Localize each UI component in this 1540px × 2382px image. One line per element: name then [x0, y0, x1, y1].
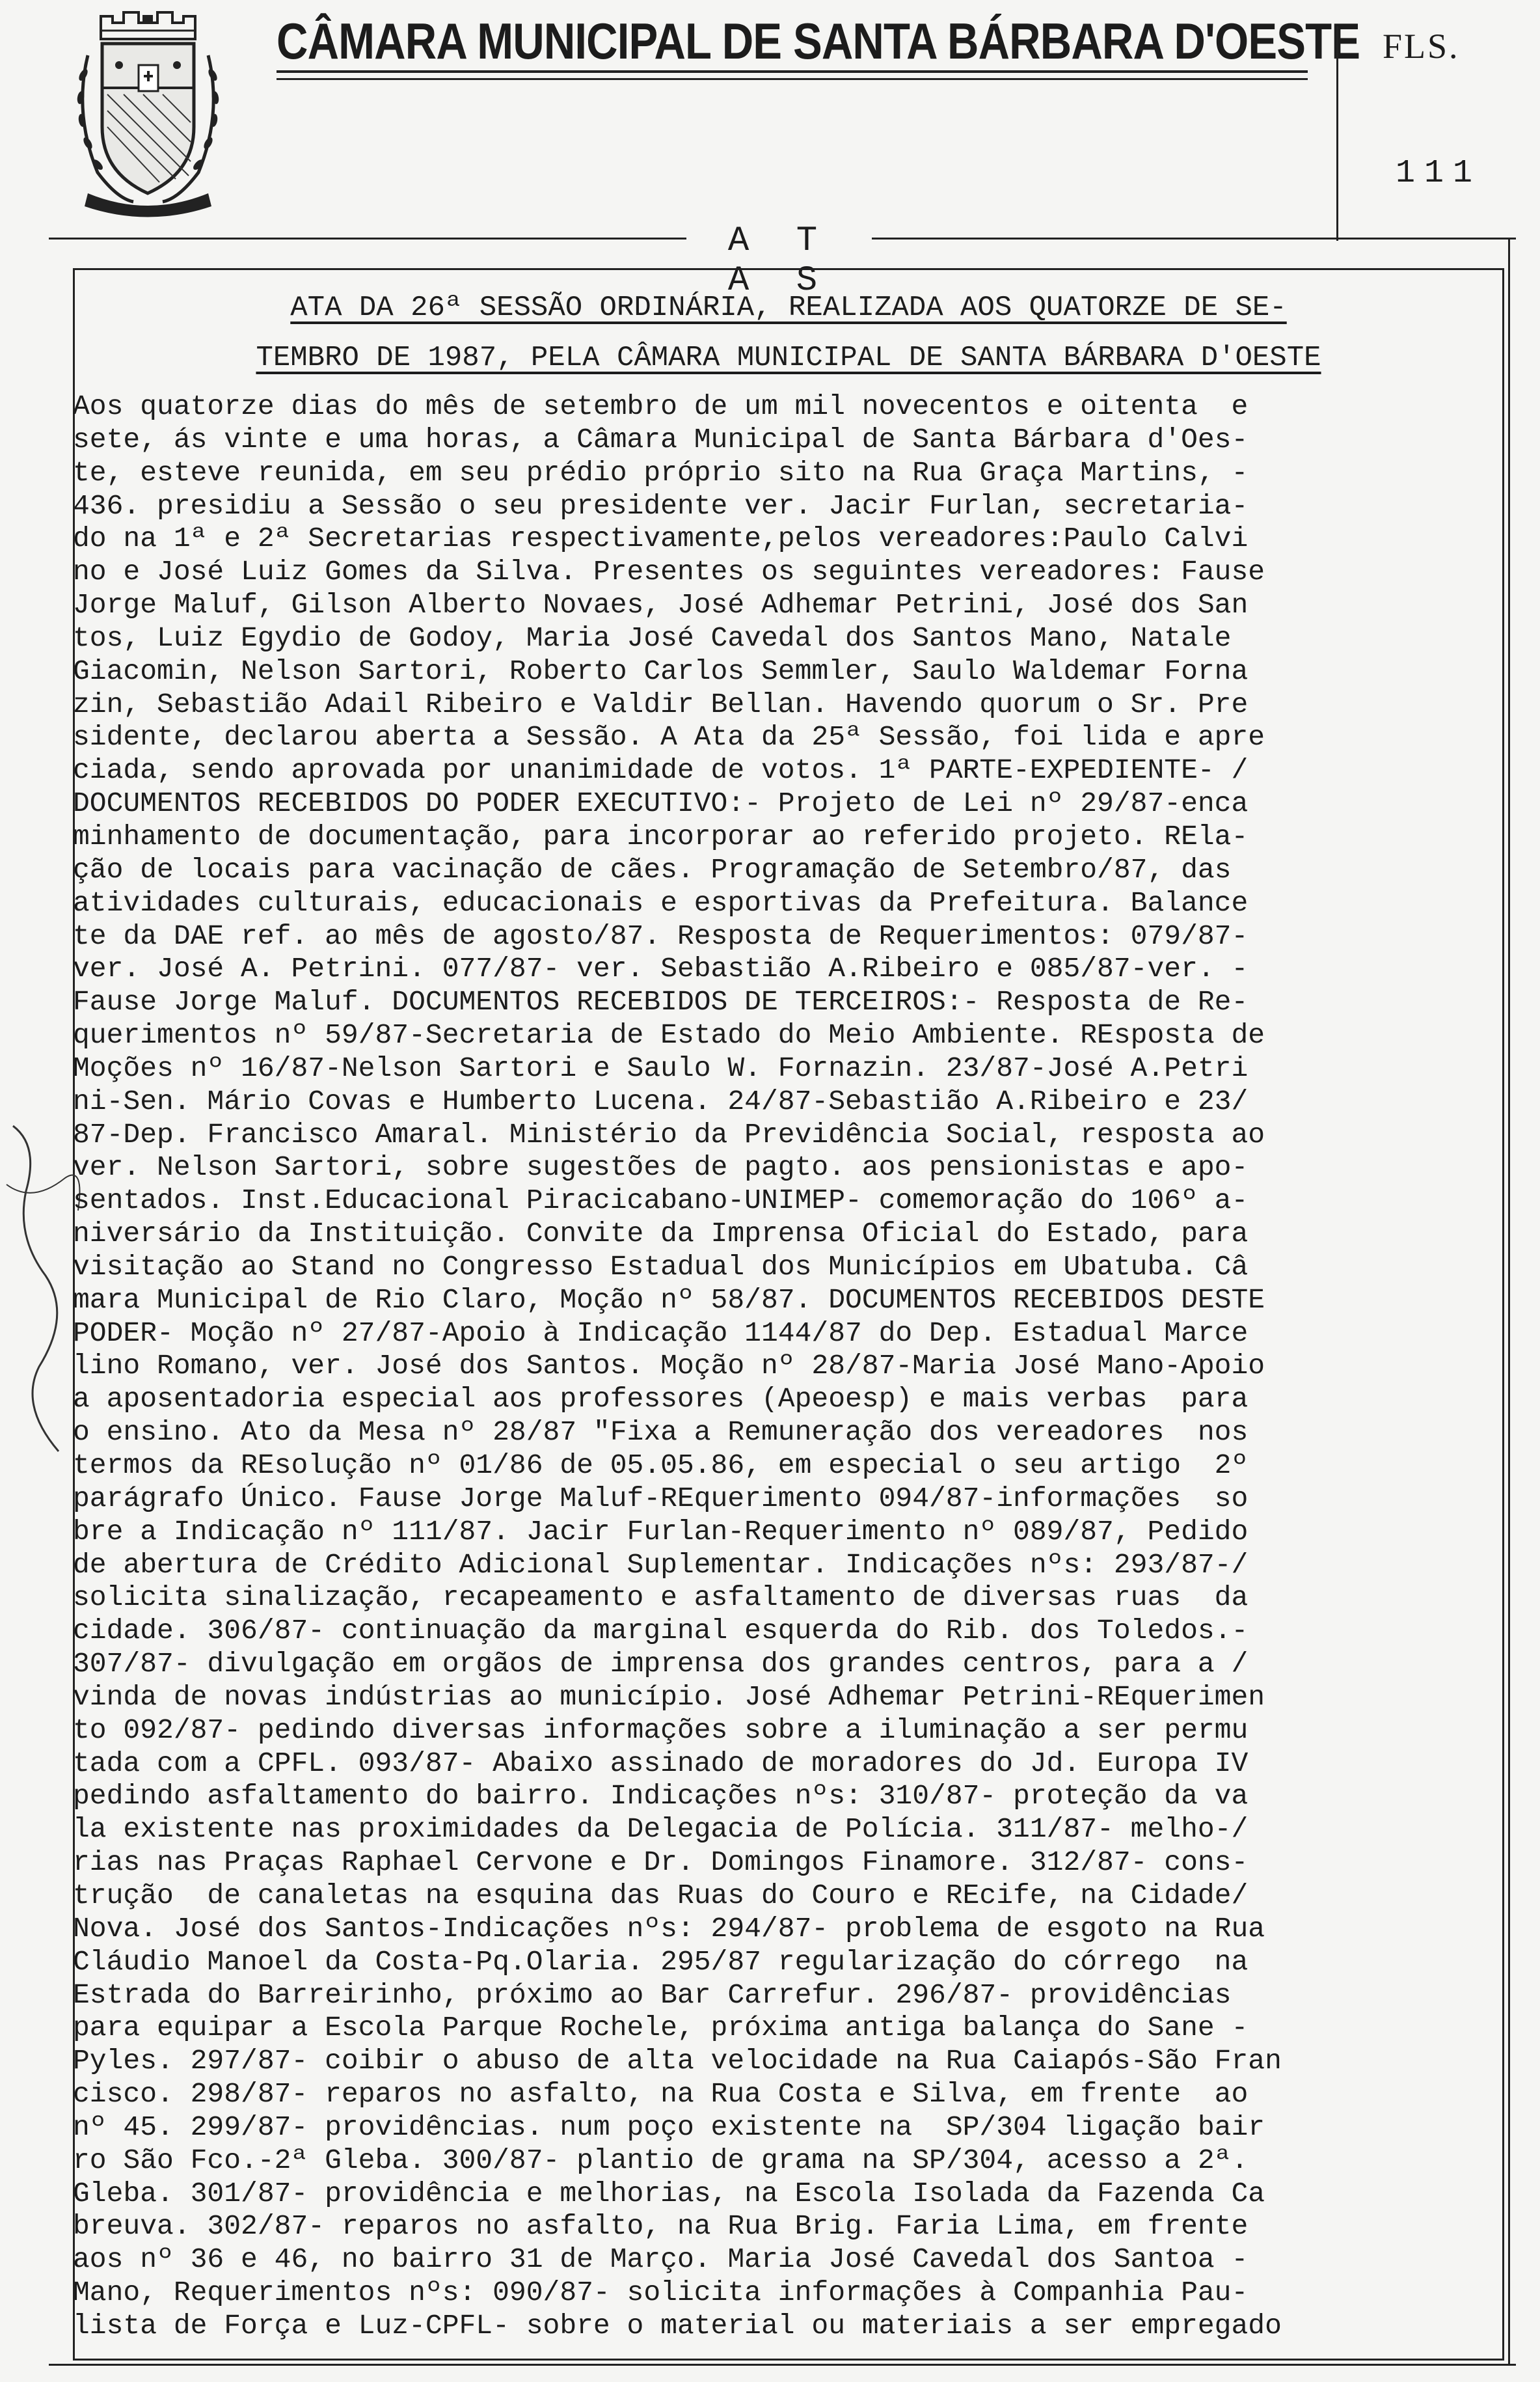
frame-bottom-rule	[49, 2364, 1516, 2366]
body-line: termos da REsolução nº 01/86 de 05.05.86, em especial o seu artigo 2º	[73, 1449, 1249, 1481]
section-rule-right	[872, 238, 1516, 240]
body-line: mara Municipal de Rio Claro, Moção nº 58/87. DOCUMENTOS RECEBIDOS DESTE	[73, 1283, 1265, 1316]
body-line: no e José Luiz Gomes da Silva. Presentes os seguintes vereadores: Fause	[73, 556, 1265, 588]
body-line: Pyles. 297/87- coibir o abuso de alta velocidade na Rua Caiapós-São Fran	[73, 2045, 1282, 2077]
body-line: tos, Luiz Egydio de Godoy, Maria José Cavedal dos Santos Mano, Natale	[73, 622, 1232, 654]
body-line: para equipar a Escola Parque Rochele, próxima antiga balança do Sane -	[73, 2012, 1249, 2044]
body-line: trução de canaletas na esquina das Ruas do Couro e REcife, na Cidade/	[73, 1879, 1249, 1911]
minutes-body	[73, 390, 1511, 2343]
body-line: o ensino. Ato da Mesa nº 28/87 "Fixa a Remuneração dos vereadores nos	[73, 1416, 1249, 1449]
folio-number: 111	[1396, 155, 1482, 192]
body-line: de abertura de Crédito Adicional Suplementar. Indicações nºs: 293/87-/	[73, 1548, 1249, 1581]
body-line: minhamento de documentação, para incorporar ao referido projeto. REla-	[73, 820, 1249, 853]
section-rule-left	[49, 238, 686, 240]
council-name-title: CÂMARA MUNICIPAL DE SANTA BÁRBARA D'OESTE	[277, 12, 1360, 70]
folio-label: FLS.	[1383, 27, 1460, 66]
body-line: do na 1ª e 2ª Secretarias respectivamente,pelos vereadores:Paulo Calvi	[73, 523, 1249, 555]
title-rule-double	[277, 78, 1308, 80]
body-line: ciada, sendo aprovada por unanimidade de votos. 1ª PARTE-EXPEDIENTE- /	[73, 754, 1249, 787]
section-title: A T A S	[727, 221, 831, 301]
body-line: 87-Dep. Francisco Amaral. Ministério da Previdência Social, resposta ao	[73, 1118, 1265, 1151]
body-line: te da DAE ref. ao mês de agosto/87. Resposta de Requerimentos: 079/87-	[73, 920, 1249, 952]
body-line: Jorge Maluf, Gilson Alberto Novaes, José Adhemar Petrini, José dos San	[73, 589, 1249, 622]
body-line: bre a Indicação nº 111/87. Jacir Furlan-Requerimento nº 089/87, Pedido	[73, 1515, 1249, 1548]
body-line: querimentos nº 59/87-Secretaria de Estado do Meio Ambiente. REsposta de	[73, 1019, 1265, 1052]
body-line: a aposentadoria especial aos professores (Apeoesp) e mais verbas para	[73, 1383, 1249, 1416]
minutes-heading-line-2: TEMBRO DE 1987, PELA CÂMARA MUNICIPAL DE SANTA BÁRBARA D'OESTE	[256, 342, 1321, 374]
body-line: aos nº 36 e 46, no bairro 31 de Março. Maria José Cavedal dos Santoa -	[73, 2243, 1249, 2276]
body-line: rias nas Praças Raphael Cervone e Dr. Domingos Finamore. 312/87- cons-	[73, 1846, 1249, 1879]
body-line: ni-Sen. Mário Covas e Humberto Lucena. 24/87-Sebastião A.Ribeiro e 23/	[73, 1085, 1249, 1117]
body-line: lista de Força e Luz-CPFL- sobre o material ou materiais a ser empregado	[73, 2309, 1282, 2342]
body-line: Mano, Requerimentos nºs: 090/87- solicita informações à Companhia Pau-	[73, 2277, 1249, 2309]
body-line: Moções nº 16/87-Nelson Sartori e Saulo W. Fornazin. 23/87-José A.Petri	[73, 1052, 1249, 1084]
body-line: breuva. 302/87- reparos no asfalto, na Rua Brig. Faria Lima, em frente	[73, 2210, 1249, 2243]
body-line: ção de locais para vacinação de cães. Programação de Setembro/87, das	[73, 853, 1232, 886]
body-line: sidente, declarou aberta a Sessão. A Ata da 25ª Sessão, foi lida e apre	[73, 721, 1265, 754]
body-line: sete, ás vinte e uma horas, a Câmara Municipal de Santa Bárbara d'Oes-	[73, 423, 1249, 456]
body-line: niversário da Instituição. Convite da Imprensa Oficial do Estado, para	[73, 1218, 1249, 1250]
body-line: 307/87- divulgação em orgãos de imprensa dos grandes centros, para a /	[73, 1648, 1249, 1680]
body-line: cisco. 298/87- reparos no asfalto, na Rua Costa e Silva, em frente ao	[73, 2078, 1249, 2111]
body-line: ver. José A. Petrini. 077/87- ver. Sebastião A.Ribeiro e 085/87-ver. -	[73, 953, 1249, 985]
body-line: pedindo asfaltamento do bairro. Indicações nºs: 310/87- proteção da va	[73, 1780, 1249, 1813]
body-line: zin, Sebastião Adail Ribeiro e Valdir Bellan. Havendo quorum o Sr. Pre	[73, 688, 1249, 720]
body-line: ro São Fco.-2ª Gleba. 300/87- plantio de grama na SP/304, acesso a 2ª.	[73, 2144, 1249, 2176]
minutes-heading-line-1: ATA DA 26ª SESSÃO ORDINÁRIA, REALIZADA AOS QUATORZE DE SE-	[290, 292, 1287, 324]
body-line: solicita sinalização, recapeamento e asfaltamento de diversas ruas da	[73, 1581, 1249, 1614]
municipal-crest-logo	[62, 3, 234, 221]
body-line: tada com a CPFL. 093/87- Abaixo assinado de moradores do Jd. Europa IV	[73, 1747, 1249, 1779]
body-line: Nova. José dos Santos-Indicações nºs: 294/87- problema de esgoto na Rua	[73, 1912, 1265, 1945]
body-line: DOCUMENTOS RECEBIDOS DO PODER EXECUTIVO:- Projeto de Lei nº 29/87-enca	[73, 787, 1249, 820]
body-line: visitação ao Stand no Congresso Estadual dos Municípios em Ubatuba. Câ	[73, 1250, 1249, 1283]
body-line: atividades culturais, educacionais e esportivas da Prefeitura. Balance	[73, 886, 1249, 919]
body-line: Cláudio Manoel da Costa-Pq.Olaria. 295/87 regularização do córrego na	[73, 1945, 1249, 1978]
body-line: la existente nas proximidades da Delegacia de Polícia. 311/87- melho-/	[73, 1813, 1249, 1846]
body-line: lino Romano, ver. José dos Santos. Moção nº 28/87-Maria José Mano-Apoio	[73, 1350, 1265, 1382]
body-line: Aos quatorze dias do mês de setembro de um mil novecentos e oitenta e	[73, 390, 1249, 422]
body-line: te, esteve reunida, em seu prédio próprio sito na Rua Graça Martins, -	[73, 456, 1249, 489]
body-line: sentados. Inst.Educacional Piracicabano-UNIMEP- comemoração do 106º a-	[73, 1184, 1249, 1217]
body-line: Gleba. 301/87- providência e melhorias, na Escola Isolada da Fazenda Ca	[73, 2177, 1265, 2210]
body-line: ver. Nelson Sartori, sobre sugestões de pagto. aos pensionistas e apo-	[73, 1151, 1249, 1184]
title-rule	[277, 70, 1308, 73]
body-line: PODER- Moção nº 27/87-Apoio à Indicação 1144/87 do Dep. Estadual Marce	[73, 1317, 1249, 1349]
body-line: to 092/87- pedindo diversas informações sobre a iluminação a ser permu	[73, 1714, 1249, 1746]
body-line: nº 45. 299/87- providências. num poço existente na SP/304 ligação bair	[73, 2111, 1265, 2143]
body-line: parágrafo Único. Fause Jorge Maluf-REquerimento 094/87-informações so	[73, 1482, 1249, 1514]
body-line: Giacomin, Nelson Sartori, Roberto Carlos Semmler, Saulo Waldemar Forna	[73, 655, 1249, 687]
body-line: Estrada do Barreirinho, próximo ao Bar Carrefur. 296/87- providências	[73, 1978, 1232, 2011]
body-line: cidade. 306/87- continuação da marginal esquerda do Rib. dos Toledos.-	[73, 1615, 1249, 1647]
body-line: Fause Jorge Maluf. DOCUMENTOS RECEBIDOS DE TERCEIROS:- Resposta de Re-	[73, 986, 1249, 1019]
body-line: vinda de novas indústrias ao município. José Adhemar Petrini-REquerimen	[73, 1680, 1265, 1713]
header-vertical-rule	[1336, 26, 1338, 241]
body-line: 436. presidiu a Sessão o seu presidente ver. Jacir Furlan, secretaria-	[73, 489, 1249, 522]
